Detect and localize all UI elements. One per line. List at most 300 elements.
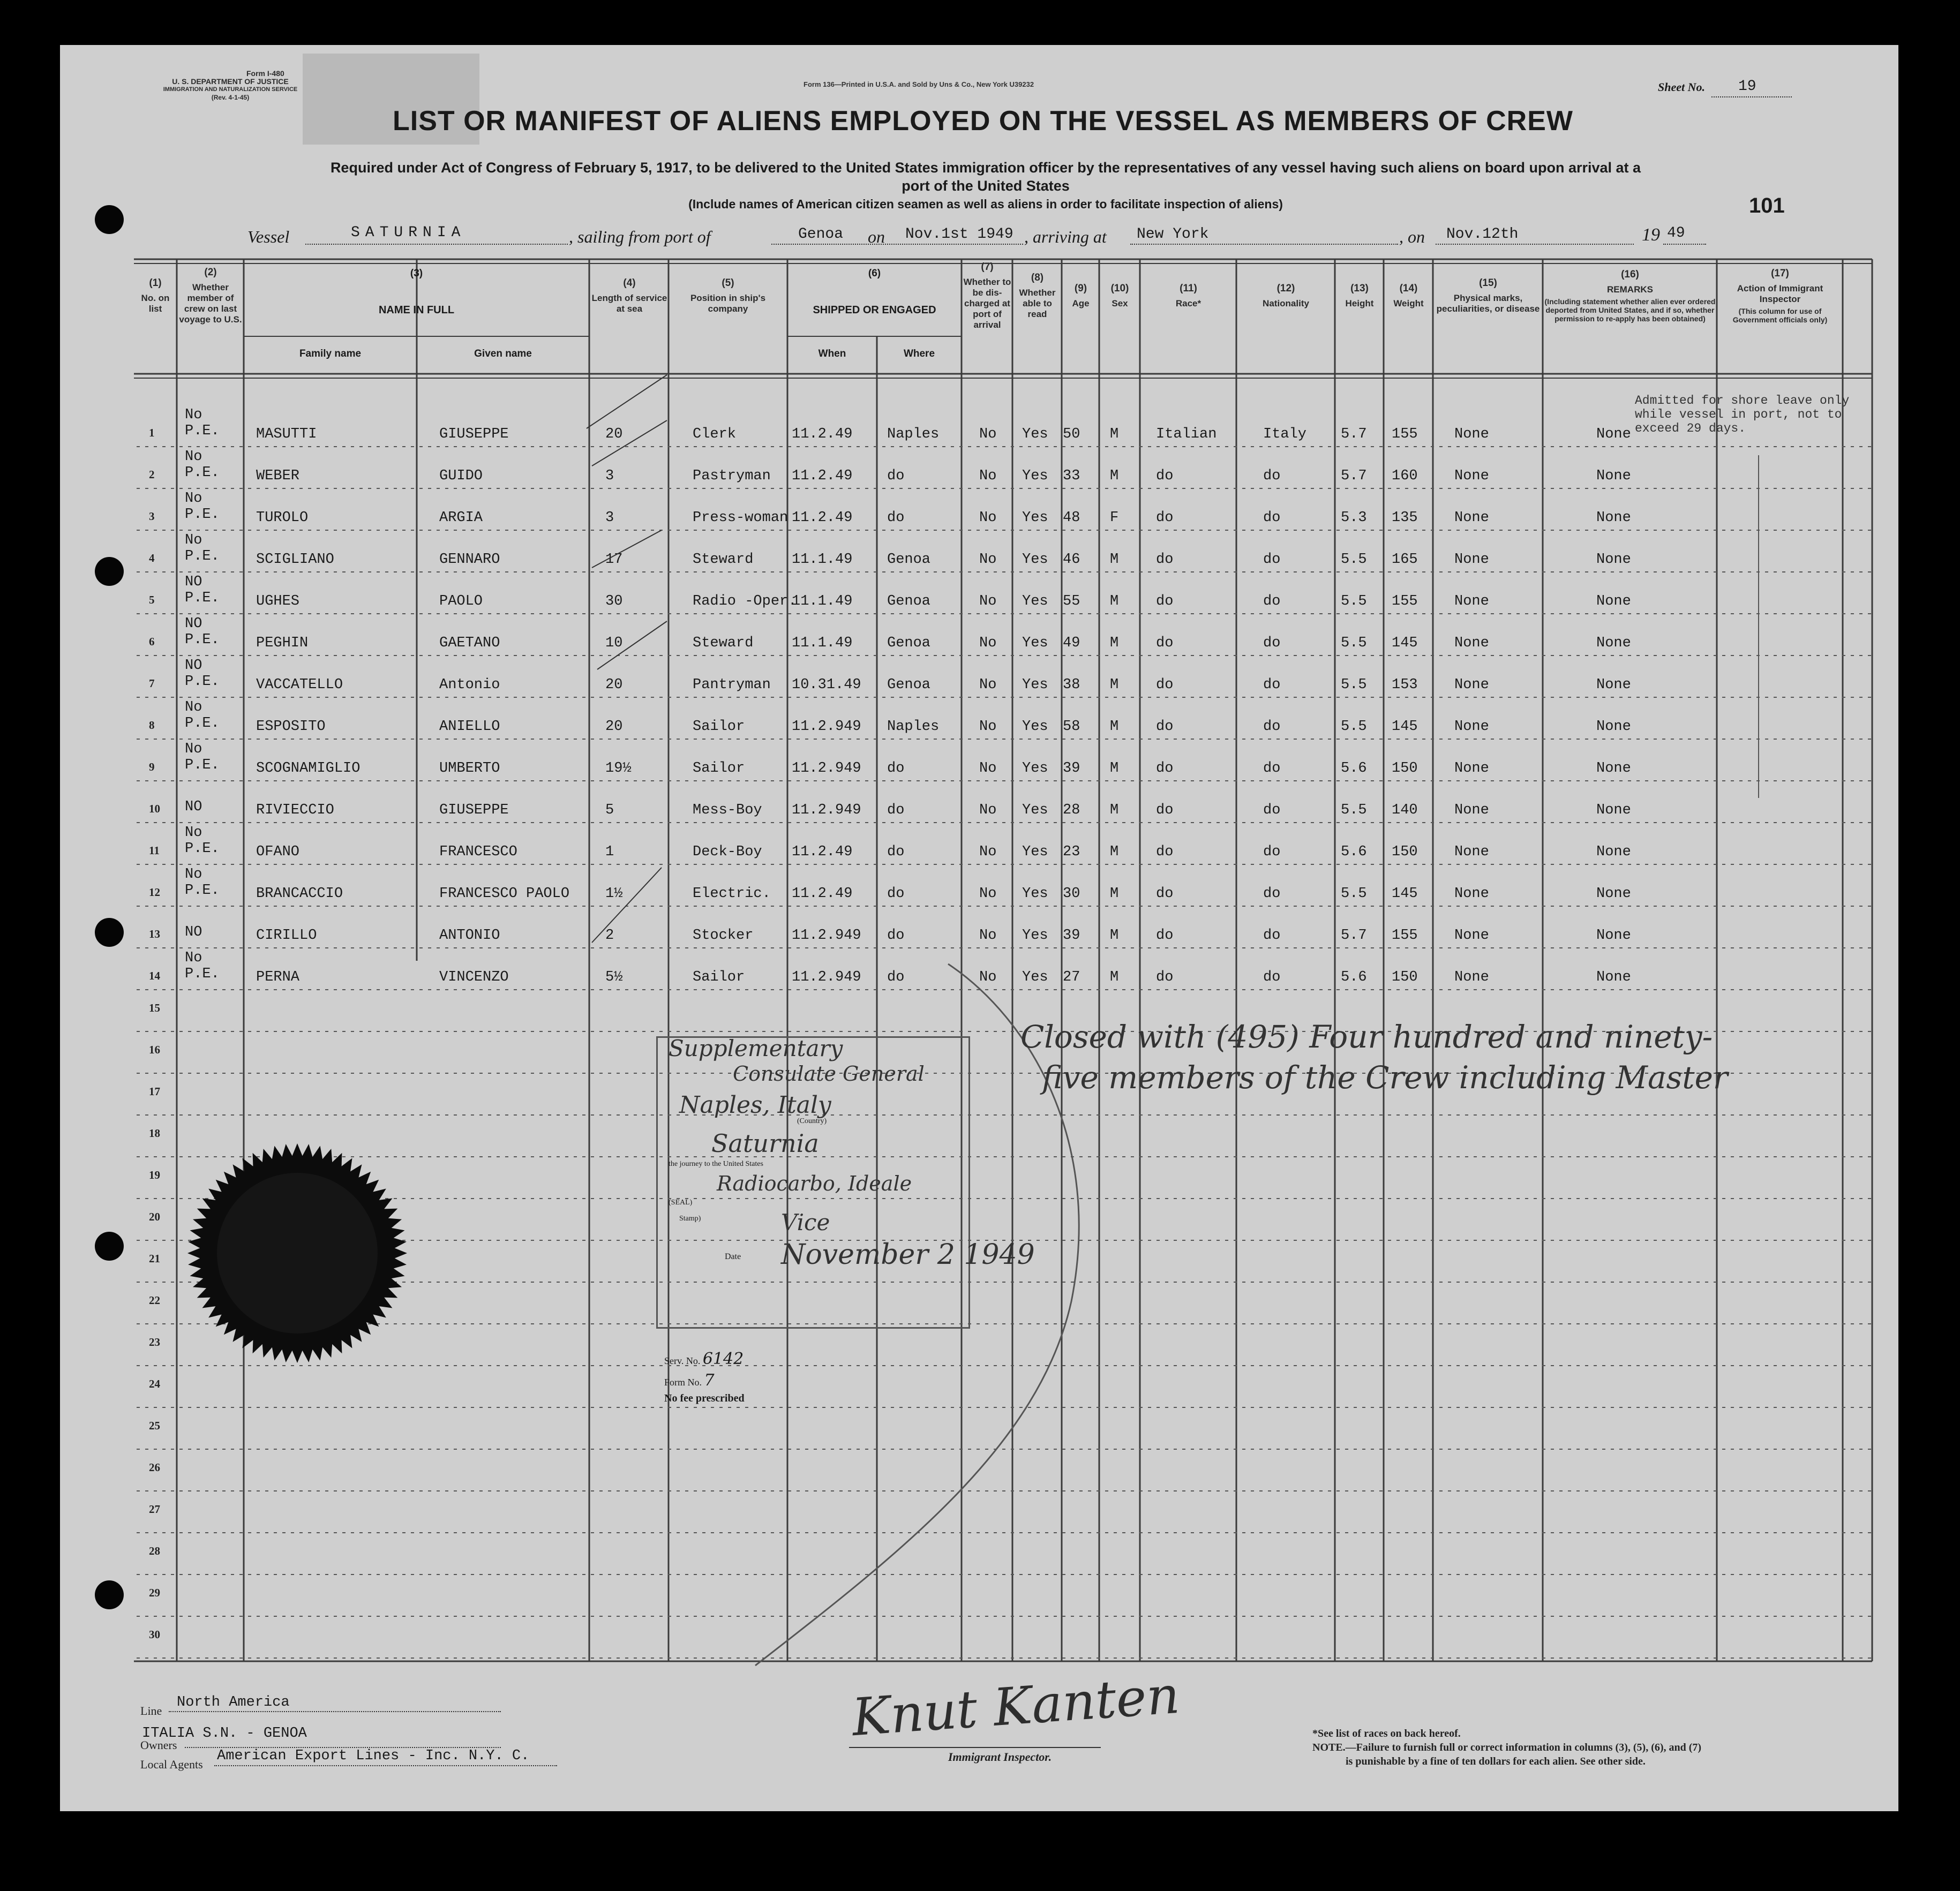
owners-value: ITALIA S.N. - GENOA — [142, 1726, 307, 1742]
crew-weight: 160 — [1392, 468, 1418, 484]
previous-voyage-pe: P.E. — [185, 757, 220, 773]
crew-read: Yes — [1022, 635, 1048, 651]
row-number: 29 — [149, 1586, 160, 1599]
crew-previous-voyage — [185, 699, 220, 732]
crew-physical-marks: None — [1454, 677, 1489, 693]
crew-sex: M — [1110, 593, 1119, 609]
crew-shipped-when: 11.2.949 — [792, 802, 861, 818]
crew-shipped-when: 11.1.49 — [792, 552, 853, 568]
crew-previous-voyage — [185, 491, 220, 523]
col-label: Position in ship's company — [690, 293, 766, 314]
crew-shipped-where: do — [887, 760, 905, 777]
crew-race: do — [1156, 844, 1174, 860]
col-num: (13) — [1350, 283, 1369, 294]
crew-weight: 153 — [1392, 677, 1418, 693]
col-header-inspector — [1718, 219, 1842, 374]
crew-family-name: OFANO — [256, 844, 300, 860]
crew-height: 5.5 — [1341, 635, 1367, 651]
crew-sex: M — [1110, 844, 1119, 860]
arriving-label: , arriving at — [1024, 227, 1107, 246]
crew-shipped-when: 11.2.49 — [792, 886, 853, 902]
crew-discharge: No — [979, 928, 997, 944]
crew-sex: M — [1110, 969, 1119, 985]
crew-sex: M — [1110, 552, 1119, 568]
admitted-note-line: exceed 29 days. — [1635, 421, 1746, 435]
crew-age: 46 — [1063, 552, 1080, 568]
crew-previous-voyage — [185, 783, 202, 815]
crew-remarks: None — [1596, 593, 1631, 609]
col-header-weight — [1385, 219, 1432, 374]
row-number: 16 — [149, 1043, 160, 1056]
crew-service: 19½ — [605, 760, 632, 777]
col-header-service — [591, 219, 668, 374]
crew-race: do — [1156, 928, 1174, 944]
stamp-line: (SEAL) — [669, 1199, 693, 1207]
department: U. S. DEPARTMENT OF JUSTICE — [172, 77, 289, 86]
crew-read: Yes — [1022, 802, 1048, 818]
crew-remarks: None — [1596, 719, 1631, 735]
crew-position: Deck-Boy — [693, 844, 762, 860]
row-number: 24 — [149, 1377, 160, 1390]
table-row — [0, 825, 1960, 867]
previous-voyage-answer: No — [185, 741, 202, 757]
crew-race: do — [1156, 802, 1174, 818]
col-header-read — [1013, 219, 1061, 374]
col-num: (8) — [1031, 272, 1044, 283]
previous-voyage-answer: No — [185, 825, 202, 841]
crew-sex: M — [1110, 635, 1119, 651]
crew-age: 30 — [1063, 886, 1080, 902]
on-label-2: , on — [1399, 227, 1425, 246]
inspector-label: Immigrant Inspector. — [948, 1750, 1052, 1764]
crew-race: do — [1156, 760, 1174, 777]
crew-position: Radio -Oper. — [693, 593, 797, 609]
crew-read: Yes — [1022, 844, 1048, 860]
serv-number: 6142 — [702, 1350, 744, 1368]
row-number: 28 — [149, 1545, 160, 1557]
crew-sex: M — [1110, 760, 1119, 777]
previous-voyage-answer: No — [185, 407, 202, 423]
admitted-note-line: while vessel in port, not to — [1635, 408, 1842, 421]
crew-weight: 155 — [1392, 928, 1418, 944]
crew-discharge: No — [979, 677, 997, 693]
col-header-where: Where — [903, 348, 935, 359]
crew-age: 55 — [1063, 593, 1080, 609]
sheet-number: 19 — [1738, 78, 1756, 95]
col-label: Nationality — [1263, 298, 1309, 308]
previous-voyage-pe: P.E. — [185, 590, 220, 606]
crew-family-name: RIVIECCIO — [256, 802, 334, 818]
crew-race: do — [1156, 552, 1174, 568]
crew-sex: M — [1110, 928, 1119, 944]
col-num: (5) — [722, 277, 734, 289]
previous-voyage-answer: No — [185, 449, 202, 465]
crew-race: do — [1156, 510, 1174, 526]
crew-position: Clerk — [693, 426, 737, 442]
crew-shipped-where: do — [887, 969, 905, 985]
sailing-port: Genoa — [798, 226, 844, 243]
crew-discharge: No — [979, 719, 997, 735]
row-number: 21 — [149, 1252, 160, 1265]
col-label: Action of Immigrant Inspector — [1737, 283, 1823, 304]
subtitle-line-1: Required under Act of Congress of February 5, 1917, to be delivered to the United States immigration officer by the representatives of any vessel having such aliens on board upon arrival at a — [330, 160, 1641, 176]
col-label: Age — [1072, 298, 1090, 308]
crew-service: 20 — [605, 426, 623, 442]
crew-position: Sailor — [693, 719, 745, 735]
row-number: 23 — [149, 1336, 160, 1348]
crew-given-name: GIUSEPPE — [439, 426, 509, 442]
crew-given-name: GENNARO — [439, 552, 500, 568]
crew-position: Electric. — [693, 886, 771, 902]
crew-discharge: No — [979, 552, 997, 568]
col-label: Whether to be dis-charged at port of arrival — [963, 277, 1011, 330]
crew-discharge: No — [979, 969, 997, 985]
crew-given-name: ARGIA — [439, 510, 483, 526]
crew-age: 48 — [1063, 510, 1080, 526]
crew-race: do — [1156, 969, 1174, 985]
crew-shipped-when: 11.2.949 — [792, 760, 861, 777]
crew-age: 23 — [1063, 844, 1080, 860]
row-number: 26 — [149, 1461, 160, 1474]
previous-voyage-answer: No — [185, 950, 202, 966]
crew-shipped-where: do — [887, 468, 905, 484]
serv-label: Serv. No. — [664, 1355, 701, 1366]
crew-family-name: BRANCACCIO — [256, 886, 343, 902]
crew-sex: M — [1110, 468, 1119, 484]
crew-discharge: No — [979, 593, 997, 609]
crew-shipped-where: do — [887, 928, 905, 944]
crew-height: 5.6 — [1341, 760, 1367, 777]
crew-height: 5.7 — [1341, 468, 1367, 484]
crew-weight: 155 — [1392, 426, 1418, 442]
crew-position: Sailor — [693, 969, 745, 985]
crew-weight: 165 — [1392, 552, 1418, 568]
row-number: 17 — [149, 1085, 160, 1098]
closed-note — [1020, 1016, 1728, 1098]
crew-height: 5.3 — [1341, 510, 1367, 526]
crew-discharge: No — [979, 426, 997, 442]
col-label: Whether member of crew on last voyage to U.S. — [179, 282, 242, 325]
crew-given-name: GUIDO — [439, 468, 483, 484]
crew-service: 20 — [605, 719, 623, 735]
stamp-date: November 2 1949 — [781, 1239, 1035, 1271]
row-number: 25 — [149, 1419, 160, 1432]
crew-physical-marks: None — [1454, 719, 1489, 735]
crew-remarks: None — [1596, 802, 1631, 818]
crew-read: Yes — [1022, 928, 1048, 944]
crew-physical-marks: None — [1454, 969, 1489, 985]
crew-height: 5.5 — [1341, 552, 1367, 568]
crew-age: 49 — [1063, 635, 1080, 651]
crew-service: 5½ — [605, 969, 623, 985]
table-row — [0, 449, 1960, 491]
crew-remarks: None — [1596, 510, 1631, 526]
crew-physical-marks: None — [1454, 760, 1489, 777]
crew-discharge: No — [979, 844, 997, 860]
crew-read: Yes — [1022, 719, 1048, 735]
crew-shipped-where: Genoa — [887, 593, 931, 609]
arrival-port: New York — [1137, 226, 1209, 243]
inspector-signature: Knut Kanten — [850, 1664, 1182, 1748]
agents-label: Local Agents — [140, 1758, 203, 1771]
col-num: (14) — [1399, 283, 1418, 294]
row-number: 3 — [149, 510, 155, 523]
crew-family-name: PEGHIN — [256, 635, 309, 651]
row-number: 12 — [149, 886, 160, 899]
col-num: (15) — [1479, 277, 1497, 289]
crew-previous-voyage — [185, 658, 220, 690]
row-number: 8 — [149, 719, 155, 732]
footnotes — [1312, 1727, 1701, 1768]
previous-voyage-pe: P.E. — [185, 966, 220, 982]
year-prefix: 19 — [1642, 225, 1660, 245]
form-number-value: 7 — [704, 1371, 715, 1390]
crew-shipped-when: 11.1.49 — [792, 635, 853, 651]
crew-nationality: do — [1263, 468, 1281, 484]
crew-family-name: WEBER — [256, 468, 300, 484]
crew-weight: 150 — [1392, 760, 1418, 777]
crew-family-name: PERNA — [256, 969, 300, 985]
row-number: 4 — [149, 552, 155, 564]
signature-rule — [849, 1747, 1101, 1748]
crew-position: Sailor — [693, 760, 745, 777]
row-number: 7 — [149, 677, 155, 690]
crew-physical-marks: None — [1454, 593, 1489, 609]
crew-family-name: CIRILLO — [256, 928, 317, 944]
crew-shipped-when: 11.2.49 — [792, 426, 853, 442]
col-label: Physical marks, peculiarities, or disease — [1436, 293, 1540, 314]
row-number: 13 — [149, 928, 160, 940]
previous-voyage-pe: P.E. — [185, 632, 220, 648]
crew-race: do — [1156, 719, 1174, 735]
crew-previous-voyage — [185, 950, 220, 982]
crew-nationality: do — [1263, 844, 1281, 860]
crew-weight: 145 — [1392, 886, 1418, 902]
col-header-remarks — [1544, 219, 1716, 374]
crew-race: do — [1156, 886, 1174, 902]
crew-given-name: GIUSEPPE — [439, 802, 509, 818]
crew-previous-voyage — [185, 825, 220, 857]
crew-given-name: ANIELLO — [439, 719, 500, 735]
crew-height: 5.5 — [1341, 593, 1367, 609]
crew-weight: 150 — [1392, 844, 1418, 860]
col-num: (3) — [410, 268, 423, 279]
col-header-nationality — [1237, 219, 1334, 374]
crew-nationality: do — [1263, 635, 1281, 651]
crew-physical-marks: None — [1454, 844, 1489, 860]
crew-race: do — [1156, 593, 1174, 609]
crew-nationality: do — [1263, 510, 1281, 526]
sailing-label: , sailing from port of — [569, 227, 711, 246]
crew-previous-voyage — [185, 616, 220, 648]
row-number: 15 — [149, 1001, 160, 1014]
crew-age: 27 — [1063, 969, 1080, 985]
admitted-note-line: Admitted for shore leave only — [1635, 394, 1850, 408]
crew-nationality: do — [1263, 760, 1281, 777]
table-row — [0, 491, 1960, 532]
crew-shipped-where: do — [887, 510, 905, 526]
crew-read: Yes — [1022, 886, 1048, 902]
col-header-no — [137, 219, 174, 374]
crew-family-name: SCOGNAMIGLIO — [256, 760, 361, 777]
table-row — [0, 741, 1960, 783]
stamp-line: Saturnia — [711, 1129, 819, 1158]
crew-physical-marks: None — [1454, 635, 1489, 651]
col-label: Sex — [1112, 298, 1128, 308]
crew-shipped-when: 11.2.49 — [792, 844, 853, 860]
crew-service: 3 — [605, 468, 614, 484]
crew-physical-marks: None — [1454, 552, 1489, 568]
crew-physical-marks: None — [1454, 510, 1489, 526]
crew-race: do — [1156, 468, 1174, 484]
crew-age: 28 — [1063, 802, 1080, 818]
crew-discharge: No — [979, 802, 997, 818]
previous-voyage-answer: No — [185, 867, 202, 883]
crew-service: 1½ — [605, 886, 623, 902]
crew-weight: 145 — [1392, 635, 1418, 651]
crew-previous-voyage — [185, 407, 220, 439]
table-row — [0, 616, 1960, 658]
stamp-line: Radiocarbo, Ideale — [717, 1172, 912, 1195]
crew-shipped-where: Genoa — [887, 677, 931, 693]
col-header-height — [1336, 219, 1383, 374]
col-num: (9) — [1074, 283, 1087, 294]
col-num: (7) — [981, 261, 994, 273]
crew-given-name: VINCENZO — [439, 969, 509, 985]
col-header-race — [1141, 219, 1236, 374]
crew-physical-marks: None — [1454, 928, 1489, 944]
col-label: No. on list — [141, 293, 170, 314]
table-row — [0, 658, 1960, 699]
crew-remarks: None — [1596, 928, 1631, 944]
crew-height: 5.5 — [1341, 886, 1367, 902]
row-number: 6 — [149, 635, 155, 648]
row-number: 20 — [149, 1210, 160, 1223]
crew-height: 5.5 — [1341, 719, 1367, 735]
crew-nationality: do — [1263, 886, 1281, 902]
stamp-line: Vice — [781, 1209, 830, 1235]
crew-remarks: None — [1596, 677, 1631, 693]
previous-voyage-answer: No — [185, 699, 202, 715]
crew-discharge: No — [979, 635, 997, 651]
crew-shipped-when: 11.2.49 — [792, 468, 853, 484]
previous-voyage-answer: No — [185, 491, 202, 507]
crew-height: 5.7 — [1341, 426, 1367, 442]
col-header-family-name: Family name — [299, 348, 362, 359]
line-label: Line — [140, 1704, 162, 1717]
crew-position: Steward — [693, 552, 754, 568]
crew-remarks: None — [1596, 886, 1631, 902]
table-row — [0, 867, 1960, 908]
crew-race: do — [1156, 677, 1174, 693]
crew-previous-voyage — [185, 574, 220, 606]
previous-voyage-answer: NO — [185, 799, 202, 815]
previous-voyage-answer: No — [185, 532, 202, 548]
previous-voyage-pe: P.E. — [185, 883, 220, 899]
col-num: (4) — [623, 277, 636, 289]
col-label: Height — [1345, 298, 1374, 308]
crew-weight: 155 — [1392, 593, 1418, 609]
crew-shipped-when: 11.2.949 — [792, 969, 861, 985]
crew-shipped-when: 11.2.949 — [792, 719, 861, 735]
crew-given-name: ANTONIO — [439, 928, 500, 944]
previous-voyage-pe: P.E. — [185, 674, 220, 690]
crew-height: 5.6 — [1341, 969, 1367, 985]
line-rule — [169, 1711, 501, 1712]
crew-height: 5.5 — [1341, 802, 1367, 818]
stamp-line: Date — [725, 1252, 741, 1261]
crew-given-name: FRANCESCO PAOLO — [439, 886, 570, 902]
table-row — [0, 908, 1960, 950]
fee-note: No fee prescribed — [664, 1392, 745, 1404]
crew-read: Yes — [1022, 677, 1048, 693]
crew-remarks: None — [1596, 468, 1631, 484]
crew-read: Yes — [1022, 593, 1048, 609]
crew-service: 20 — [605, 677, 623, 693]
subtitle-line-2: port of the United States — [902, 178, 1070, 194]
crew-shipped-where: Naples — [887, 719, 940, 735]
row-number: 9 — [149, 760, 155, 773]
crew-previous-voyage — [185, 908, 202, 940]
agents-value: American Export Lines - Inc. N.Y. C. — [217, 1748, 530, 1764]
col-header-position — [670, 219, 786, 374]
crew-service: 17 — [605, 552, 623, 568]
previous-voyage-answer: NO — [185, 574, 202, 590]
crew-sex: M — [1110, 426, 1119, 442]
previous-voyage-pe: P.E. — [185, 465, 220, 481]
crew-shipped-where: do — [887, 844, 905, 860]
page-number: 101 — [1749, 194, 1785, 217]
col-num: (6) — [868, 268, 881, 279]
form-number-line — [664, 1371, 715, 1390]
crew-physical-marks: None — [1454, 802, 1489, 818]
crew-read: Yes — [1022, 468, 1048, 484]
crew-family-name: UGHES — [256, 593, 300, 609]
service: IMMIGRATION AND NATURALIZATION SERVICE — [163, 86, 298, 93]
crew-previous-voyage — [185, 741, 220, 773]
arrival-date: Nov.12th — [1446, 226, 1519, 243]
crew-position: Pastryman — [693, 468, 771, 484]
crew-nationality: do — [1263, 802, 1281, 818]
col-header-given-name: Given name — [474, 348, 532, 359]
crew-given-name: FRANCESCO — [439, 844, 517, 860]
previous-voyage-pe: P.E. — [185, 423, 220, 439]
crew-remarks: None — [1596, 969, 1631, 985]
stamp-line: Naples, Italy — [679, 1091, 831, 1119]
crew-service: 1 — [605, 844, 614, 860]
crew-physical-marks: None — [1454, 426, 1489, 442]
crew-given-name: PAOLO — [439, 593, 483, 609]
col-num: (12) — [1276, 283, 1295, 294]
crew-weight: 150 — [1392, 969, 1418, 985]
crew-age: 38 — [1063, 677, 1080, 693]
crew-nationality: do — [1263, 719, 1281, 735]
sheet-label: Sheet No. — [1658, 80, 1705, 94]
crew-shipped-when: 11.1.49 — [792, 593, 853, 609]
col-label: Length of service at sea — [591, 293, 667, 314]
stamp-line: (Country) — [797, 1117, 827, 1125]
row-number: 30 — [149, 1628, 160, 1641]
crew-position: Pantryman — [693, 677, 771, 693]
col-header-when: When — [818, 348, 846, 359]
crew-position: Press-woman — [693, 510, 788, 526]
form-label: Form No. — [664, 1377, 702, 1388]
inspector-note: (This column for use of Government officials only) — [1732, 307, 1828, 324]
crew-age: 33 — [1063, 468, 1080, 484]
row-number: 19 — [149, 1169, 160, 1181]
col-num: (11) — [1180, 283, 1197, 294]
crew-family-name: VACCATELLO — [256, 677, 343, 693]
